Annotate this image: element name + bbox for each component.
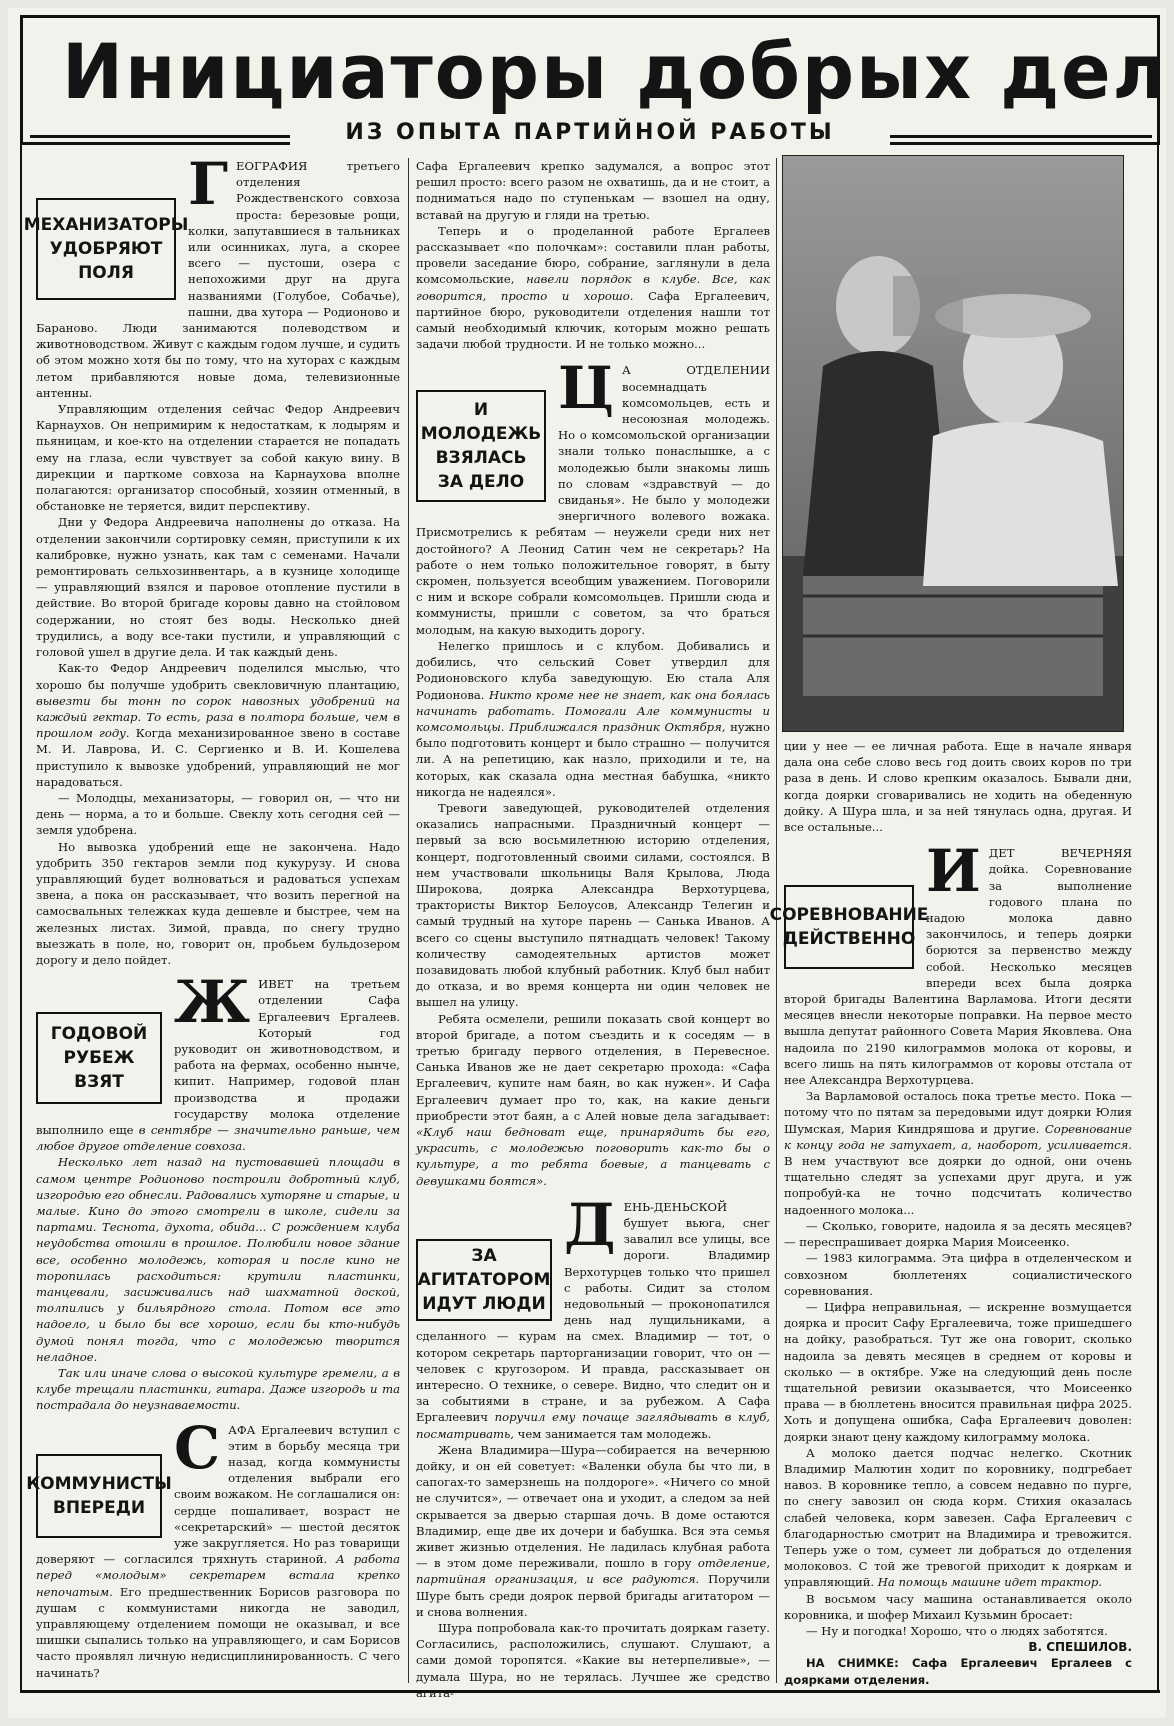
paragraph: Управляющим отделения сейчас Федор Андреевич Карнаухов. Он непримирим к недостаткам, к лодырям и пьяницам, и кое-кто на отделении старается не попадать ему на глаза, если чувствует за собой какую вину. В дирекции и парткоме совхоза на Карнаухова вполне полагаются: организатор способный, хозяин отменный, в обстановке не теряется, видит перспективу.: [36, 402, 400, 514]
paragraph: ции у нее — ее личная работа. Еще в начале января дала она себе слово весь год доить своих коров по три раза в день. И слово крепким оказалось. Бывали дни, когда доярки сговаривались не ходить на обеденную дойку. А Шура шла, и за ней тянулась одна, другая. И все остальные...: [784, 739, 1132, 835]
subhead: ИЗ ОПЫТА ПАРТИЙНОЙ РАБОТЫ: [290, 119, 890, 149]
subhead-rule-right: [890, 135, 1152, 138]
dropcap: Д: [564, 1190, 616, 1259]
text-run-italic: поручил ему почаще заглядывать в клуб, посматривать,: [416, 1410, 770, 1441]
paragraph: В восьмом часу машина останавливается около коровника, и шофер Михаил Кузьмин бросает:: [784, 1591, 1132, 1622]
paragraph: [784, 1088, 1132, 1218]
text-run: Теперь и о проделанной работе Ергалеев рассказывает «по полочкам»: составили план работы, провели заседание бюро, собрание, заглянули в дела комсомольские,: [416, 223, 770, 287]
paragraph: Сафа Ергалеевич крепко задумался, а вопрос этот решил просто: всего разом не охватишь, да и не стоит, а подниматься надо по ступенькам — взошел на одну, вставай на другую и гляди на третью.: [416, 159, 770, 222]
paragraph: А ОТДЕЛЕНИИ восемнадцать комсомольцев, есть и несоюзная молодежь. Но о комсомольской организации знали только понаслышке, а с молодежью были знакомы лишь по словам «здравствуй — до свиданья». Не было у молодежи энергичного волевого вожака. Присмотрелись к ребятам — неужели среди них нет достойного? А Леонид Сатин чем не секретарь? На работе о нем только положительное говорят, в быту скромен, пользуется всеобщим уважением. Поговорили с ним и вскоре собрали комсомольцев. Пришли сюда и коммунисты, пришли с советом, за что браться молодым, на какую выходить дорогу.: [416, 363, 770, 637]
paragraph: [416, 1011, 770, 1189]
paragraph: [36, 1154, 400, 1365]
rubric-agitator: [416, 1239, 552, 1321]
paragraph: — Цифра неправильная, — искренне возмущается доярка и просит Сафу Ергалеевича, тоже пришедшего на дойку, разобраться. Тут же она говорит, сколько надоила за девять месяцев в среднем от коровы и сколько — в октябре. Уже на следующий день после тщательной ревизии оказывается, что Моисеенко права — в бюллетень вносится правильная цифра 2025. Хоть и допущена ошибка, Сафа Ергалеевич доволен: доярки знают цену каждому килограмму молока.: [784, 1299, 1132, 1444]
text-run: В нем участвуют все доярки до одной, они очень тщательно следят за успехами друг друга, и уж попробуй-ка не точно подсчитать количество надоенного молока...: [784, 1154, 1132, 1217]
rubric-line: УДОБРЯЮТ: [49, 239, 163, 259]
rubric-line: ГОДОВОЙ: [50, 1024, 148, 1045]
text-run-italic: в сентябре — значительно раньше, чем любое другое отделение совхоза.: [36, 1122, 400, 1154]
paragraph: [416, 1442, 770, 1620]
rubric-mechanizers: [23, 198, 189, 300]
text-run: ИВЕТ на третьем отделении Сафа Ергалеевич Ергалеев. Который год руководит он животноводством, и работа на фермах, особенно нынче, кипит. Например, годовой план производства и продажи государству молока отделение выполнило еще: [36, 977, 400, 1137]
paragraph: — 1983 килограмма. Эта цифра в отделенческом и совхозном бюллетенях социалистического соревнования.: [784, 1251, 1132, 1298]
rubric-line: СОРЕВНОВАНИЕ: [769, 905, 929, 926]
page-border-left: [20, 15, 22, 1693]
text-run-italic: Несколько лет назад на пустовавшей площади в самом центре Родионово построили добротный клуб, изгородью его обнесли. Радовались хуторяне и старые, и малые. Кино до этого смотрели в школе, сидели за партами. Теснота, духота, обида... С рождением клуба неудобства отошли в прошлое. Полюбили новое здание все, особенно молодежь, которая и после кино не торопилась расходиться: крутили пластинки, танцевали, засиживались над шахматной доской, толпились у бильярдного стола. Потом все это надоело, и было бы все хорошо, если бы кто-нибудь думой понял тогда, что с молодежью творится неладное.: [36, 1155, 400, 1364]
text-run: Нелегко пришлось и с клубом. Добивались и добились, что сельский Совет утвердил для Родионовского клуба заведующую. Ею стала Аля Родионова.: [416, 638, 770, 702]
rubric-line: КОММУНИСТЫ: [26, 1473, 172, 1494]
paragraph: [36, 660, 400, 790]
caption-label: НА СНИМКЕ:: [806, 1656, 899, 1671]
dropcap: Ц: [558, 354, 615, 423]
text-run-italic: вывезти бы тонн по сорок навозных удобрений на каждый гектар. То есть, раза в полтора больше, чем в прошлом году.: [36, 693, 400, 741]
text-run-italic: навели порядок в клубе. Все, как говорится, просто и хорошо.: [416, 272, 771, 303]
paragraph: ДЕТ ВЕЧЕРНЯЯ дойка. Соревнование за выполнение годового плана по надою молока давно закончилось, и теперь доярки борются за первенство между собой. Несколько месяцев впереди всех была доярка второй бригады Валентина Варламова. Итоги десяти месяцев внесли некоторые поправки. На первое место вышла депутат районного Совета Мария Яковлева. Она надоила по 2190 килограммов молока от коровы, и всего лишь на пять килограммов от коровы отстала от нее Александра Верхотурцева.: [784, 846, 1132, 1088]
page-border-right: [1157, 15, 1159, 1693]
article-column-3: [769, 738, 1132, 1687]
text-run: Поручили Шуре быть среди доярок первой бригады агитатором — и снова волнения.: [416, 1572, 770, 1619]
text-run: Его предшественник Борисов разговора по душам с коммунистами никогда не заводил, управляющему отделением помощи не оказывал, и все шишки сыпались только на управляющего, и сам Борисов часто проявлял личную недисциплинированность. С чего начинать?: [36, 1584, 400, 1680]
text-run: За Варламовой осталось пока третье место. Пока — потому что по пятам за передовыми идут доярки Юлия Шумская, Мария Киндряшова и другие.: [784, 1089, 1132, 1136]
photo-caption: [784, 1655, 1132, 1687]
text-run-italic: «Клуб наш бедноват еще, принарядить бы его, украсить, с молодежью поговорить как-то бы о культуре, а то ребята боевые, а танцевать с девушками боятся».: [416, 1124, 770, 1188]
column-rule-1: [408, 158, 409, 1683]
rubric-line: РУБЕЖ ВЗЯТ: [63, 1048, 135, 1093]
article-column-2: [416, 158, 771, 1700]
text-run-italic: На помощь машине идет трактор.: [877, 1575, 1102, 1590]
paragraph: ЕОГРАФИЯ третьего отделения Рождественского совхоза проста: березовые рощи, колки, запутавшиеся в тальниках или осинниках, луга, а скорее всего — пустоши, озера с непохожими друг на друга названиями (Голубое, Собачье), пашни, два хутора — Родионово и Бараново. Люди занимаются полеводством и животноводством. Живут с каждым годом лучше, и судить об этом можно хотя бы по тому, что на хуторах с каждым летом прибавляются новые дома, телевизионные антенны.: [36, 159, 400, 400]
rubric-line: ВПЕРЕДИ: [52, 1497, 146, 1518]
paragraph: — Сколько, говорите, надоила я за десять месяцев? — переспрашивает доярка Мария Моисеенко.: [784, 1218, 1132, 1250]
article-column-1: [23, 150, 401, 1683]
rubric-youth: [416, 390, 546, 502]
headline: Инициаторы добрых дел: [62, 27, 1168, 116]
text-run-italic: Никто кроме нее не знает, как она боялась начинать работать. Помогали Але коммунисты и комсомольцы. Приближался праздник Октября,: [416, 687, 770, 734]
rubric-line: ЗА АГИТАТОРОМ: [417, 1245, 551, 1290]
rubric-line: ЗА ДЕЛО: [437, 472, 525, 493]
text-run-italic: отделение, партийная организация, и все радуются.: [416, 1556, 770, 1587]
rubric-line: ИДУТ ЛЮДИ: [422, 1293, 546, 1314]
text-run: нужно было подготовить концерт и было страшно — получится ли. А на репетицию, как назло, приходили и те, на которых, как сказала одна местная бабушка, «никто никогда не надеялся».: [416, 719, 770, 799]
text-run: чем занимается там молодежь.: [514, 1426, 712, 1441]
text-run: Когда механизированное звено в составе М. И. Лаврова, И. С. Сергиенко и В. И. Кошелева приступило к вывозке удобрений, управляющий не мог нарадоваться.: [36, 726, 400, 789]
photo-placeholder: [783, 156, 1123, 731]
subhead-rule-left: [30, 135, 290, 138]
rubric-line: МЕХАНИЗАТОРЫ: [23, 215, 189, 235]
paragraph: Тревоги заведующей, руководителей отделения оказались напрасными. Праздничный концерт — первый за всю восьмилетнюю историю отделения, концерт, подготовленный своими силами, состоялся. В нем участвовали школьницы Валя Крылова, Люда Широкова, доярка Александра Верхотурцева, трактористы Виктор Белоусов, Александр Телегин и самый трудный на хуторе парень — Санька Иванов. А всего со сцены выступило пятнадцать человек! Такому количеству самодеятельных артистов может позавидовать любой клубный работник. Клуб был набит до отказа, и во время концерта ни один человек не вышел на улицу.: [416, 800, 770, 1010]
rubric-competition: [769, 885, 929, 969]
text-run: Как-то Федор Андреевич поделился мыслью, что хорошо бы получше удобрить свекловичную плантацию,: [36, 661, 400, 692]
rubric-line: ПОЛЯ: [78, 263, 134, 283]
text-run: Сафа Ергалеевич, партийное бюро, руководители отделения нашли тот самый необходимый ключик, которым можно решать задачи любой трудности. И не только можно...: [416, 288, 770, 352]
dropcap: Г: [188, 150, 229, 218]
paragraph: Шура попробовала как-то прочитать дояркам газету. Согласились, расположились, слушают. Слушают, а сами домой торопятся. «Какие вы нетерпеливые», — думала Шура, но не терялась. Лучшее же средство агита-: [416, 1621, 770, 1700]
article-photo: [782, 155, 1124, 732]
rubric-line: И МОЛОДЕЖЬ: [420, 400, 542, 445]
text-run-italic: Соревнование к концу года не затухает, а, наоборот, усиливается.: [784, 1121, 1132, 1152]
dropcap: С: [174, 1413, 221, 1482]
paragraph: [784, 1445, 1132, 1591]
paragraph: — Молодцы, механизаторы, — говорил он, — что ни день — норма, а то и больше. Свеклу хоть сегодня сей — земля удобрена.: [36, 790, 400, 838]
rubric-annual-goal: [36, 1012, 162, 1104]
rubric-line: ДЕЙСТВЕННО: [782, 929, 916, 950]
dropcap: И: [926, 837, 981, 906]
text-run-italic: А работа перед «молодым» секретарем встала крепко непочатым.: [36, 1552, 401, 1599]
author-signature: В. СПЕШИЛОВ.: [1028, 1640, 1132, 1655]
text-run: А молоко дается подчас нелегко. Скотник Владимир Малютин ходит по коровнику, подгребает навоз. В коровнике тепло, а совсем недавно по пурге, по снегу завозил он сюда корм. Стихия оказалась слабей человека, корм завезен. Сафа Ергалеевич с благодарностью смотрит на Владимира и тревожится. Теперь уже о том, сумеет ли добраться до отделения молоковоз. С той же тревогой приходит к дояркам и управляющий.: [784, 1445, 1132, 1590]
rubric-communists: [26, 1454, 172, 1538]
paragraph: [416, 638, 770, 800]
caption-text: Сафа Ергалеевич Ергалеев с доярками отделения.: [784, 1656, 1132, 1687]
paragraph: [36, 1365, 400, 1414]
paragraph: Дни у Федора Андреевича наполнены до отказа. На отделении закончили сортировку семян, приступили к их калибровке, нужно узнать, как там с семенами. Начали ремонтировать сельхозинвентарь, а в кузнице холодище — управляющий взялся и паровое отопление пустили в действие. Во второй бригаде коровы давно на стойловом содержании, но стоят без воды. Несколько дней трудились, а воду все-таки пустили, и управляющий с головой ушел в другие дела. И так каждый день.: [36, 515, 400, 660]
paragraph: [416, 223, 770, 353]
dropcap: Ж: [174, 968, 251, 1037]
rubric-line: ВЗЯЛАСЬ: [435, 448, 527, 469]
paragraph: — Ну и погодка! Хорошо, что о людях заботятся.: [806, 1623, 1108, 1638]
paragraph: Но вывозка удобрений еще не закончена. Надо удобрить 350 гектаров земли под кукурузу. И снова управляющий будет волноваться и радоваться успехам звена, а пока он рассказывает, что возить перегной на самосвальных тележках куда дешевле и быстрее, чем на железных листах. Зимой, правда, по снегу трудно выезжать в поле, но, говорит он, пробьем бульдозером дорогу и дело пойдет.: [36, 839, 400, 967]
text-run: Ребята осмелели, решили показать свой концерт во второй бригаде, а потом съездить и к соседям — в третью бригаду первого отделения, в Перевесное. Санька Иванов же не дает секретарю прохода: «Сафа Ергалеевич, купите нам баян, во как нужен». И Сафа Ергалеевич думает про то, как, на какие деньги приобрести этот баян, а с Алей новые дела загадывает:: [416, 1011, 770, 1123]
text-run: Жена Владимира—Шура—собирается на вечернюю дойку, и он ей советует: «Валенки обула бы что ли, в сапогах-то замерзнешь на полдороге». «Ничего со мной не случится», — отвечает она и уходит, а следом за ней скрывается за дверью старшая дочь. В доме остаются Владимир, еще две их дочери и бабушка. Вся эта семья живет жизнью отделения. Не ладилась клубная работа — в этом доме переживали, пошло в гору: [416, 1442, 770, 1571]
text-run: ЕНЬ-ДЕНЬСКОЙ бушует вьюга, снег завалил все улицы, все дороги. Владимир Верхотурцев только что пришел с работы. Сидит за столом недовольный — проконопатился день над лущильниками, а сделанного — курам на смех. Владимир — тот, о котором секретарь парторганизации говорит, что он — человек с кругозором. И правда, рассказывает он интересно. О технике, о севере. Видно, что следит он и за событиями в стране, и за рубежом. А Сафа Ергалеевич: [416, 1199, 770, 1425]
text-run-italic: Так или иначе слова о высокой культуре гремели, а в клубе трещали пластинки, гитара. Даже изгородь и та пострадала до неузнаваемости.: [36, 1366, 400, 1413]
text-run: АФА Ергалеевич вступил с этим в борьбу месяца три назад, когда коммунисты отделения выбрали его своим вожаком. Не соглашалися он: сердце пошаливает, возраст не «секретарский» — шестой десяток уже закругляется. Но раз товарищи доверяют — согласился тряхнуть стариной.: [36, 1422, 400, 1567]
